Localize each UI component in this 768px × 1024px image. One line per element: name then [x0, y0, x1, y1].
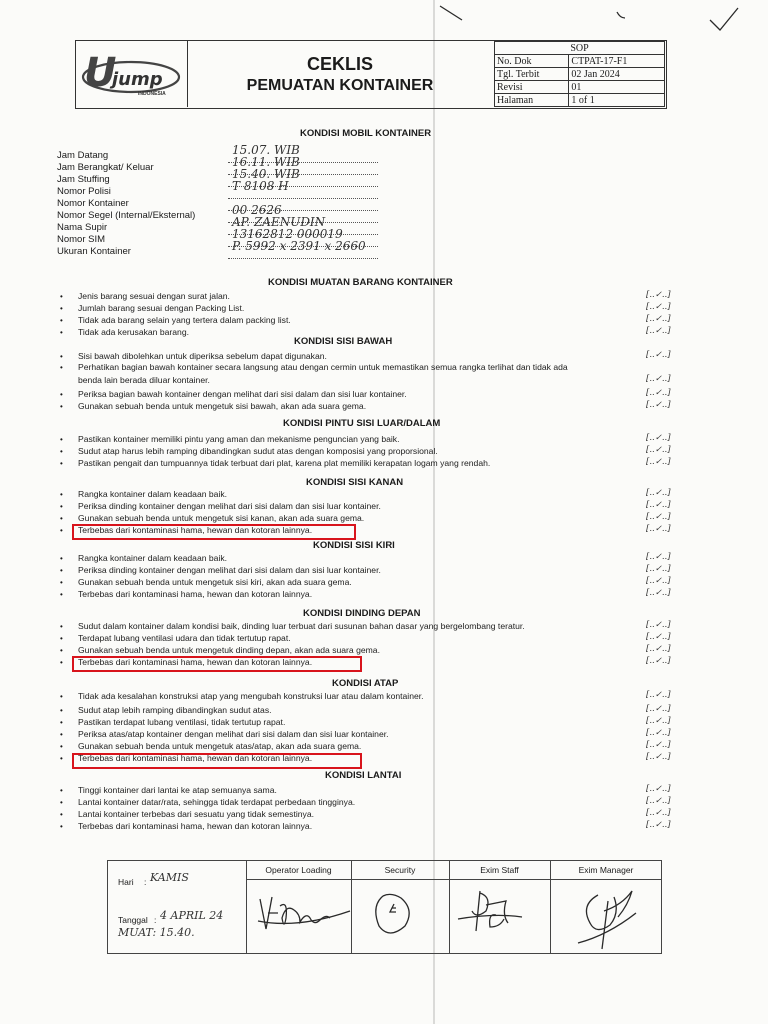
section-title: KONDISI DINDING DEPAN — [303, 608, 421, 619]
checklist-item: Gunakan sebuah benda untuk mengetuk sisi bawah, akan ada suara gema. — [78, 401, 367, 411]
checklist-item: Pastikan pengait dan tumpuannya tidak terbuat dari plat, karena plat memiliki kerapatan logam yang rendah. — [78, 458, 491, 468]
checklist-item: Pastikan terdapat lubang ventilasi, tidak tertutup rapat. — [78, 717, 286, 727]
day-label: Hari — [118, 877, 134, 887]
bullet-icon: • — [60, 730, 63, 739]
bullet-icon: • — [60, 646, 63, 655]
check-mark: [..✓..] — [646, 524, 671, 534]
bullet-icon: • — [60, 459, 63, 468]
checklist-item: Sudut atap lebih ramping dibandingkan sudut atas. — [78, 705, 272, 715]
check-mark: [..✓..] — [646, 704, 671, 714]
checklist-item: Gunakan sebuah benda untuk mengetuk atas/atap, akan ada suara gema. — [78, 741, 362, 751]
field-label: Jam Stuffing — [57, 174, 110, 185]
section-title: KONDISI MUATAN BARANG KONTAINER — [268, 277, 453, 288]
col-exim-manager: Exim Manager — [578, 865, 634, 875]
document-title — [187, 41, 493, 107]
field-value: 15.40. WIB — [232, 167, 300, 181]
check-mark: [..✓..] — [646, 400, 671, 410]
col-security: Security — [384, 865, 416, 875]
doc-no-label: No. Dok — [495, 55, 569, 68]
field-label: Nomor Segel (Internal/Eksternal) — [57, 210, 196, 221]
check-mark: [..✓..] — [646, 752, 671, 762]
checklist-item: Gunakan sebuah benda untuk mengetuk dinding depan, akan ada suara gema. — [78, 645, 380, 655]
checklist-item: Jumlah barang sesuai dengan Packing List. — [78, 303, 245, 313]
doc-no: CTPAT-17-F1 — [569, 55, 665, 68]
checklist-item: Terbebas dari kontaminasi hama, hewan dan kotoran lainnya. — [78, 525, 313, 535]
field-label: Nama Supir — [57, 222, 108, 233]
highlight-box — [72, 753, 362, 769]
load-time-value: MUAT: 15.40. — [118, 926, 195, 939]
revision: 01 — [569, 81, 665, 94]
col-operator-loading: Operator Loading — [265, 865, 332, 875]
field-label: Nomor SIM — [57, 234, 106, 245]
document-info-table — [494, 41, 665, 107]
section-title: KONDISI ATAP — [332, 678, 399, 689]
bullet-icon: • — [60, 447, 63, 456]
bullet-icon: • — [60, 390, 63, 399]
page-number: 1 of 1 — [569, 94, 665, 107]
checklist-item: Terbebas dari kontaminasi hama, hewan dan kotoran lainnya. — [78, 753, 313, 763]
title-line-1: CEKLIS — [306, 54, 373, 74]
checklist-item: Gunakan sebuah benda untuk mengetuk sisi kanan, akan ada suara gema. — [78, 513, 365, 523]
checklist-item: Terbebas dari kontaminasi hama, hewan dan kotoran lainnya. — [78, 657, 313, 667]
check-mark: [..✓..] — [646, 820, 671, 830]
bullet-icon: • — [60, 402, 63, 411]
bullet-icon: • — [60, 435, 63, 444]
checklist-item: Rangka kontainer dalam keadaan baik. — [78, 489, 228, 499]
vehicle-section-title: KONDISI MOBIL KONTAINER — [300, 128, 432, 139]
bullet-icon: • — [60, 658, 63, 667]
checklist-item: Jenis barang sesuai dengan surat jalan. — [78, 291, 230, 301]
bullet-icon: • — [60, 622, 63, 631]
field-label: Nomor Kontainer — [57, 198, 129, 209]
bullet-icon: • — [60, 363, 63, 372]
field-value: 13162812 000019 — [232, 227, 343, 241]
bullet-icon: • — [60, 822, 63, 831]
check-mark: [..✓..] — [646, 620, 671, 630]
issued-label: Tgl. Terbit — [495, 68, 569, 81]
check-mark: [..✓..] — [646, 656, 671, 666]
bullet-icon: • — [60, 590, 63, 599]
field-value: 00 2626 — [232, 203, 282, 217]
checklist-item: Sudut dalam kontainer dalam kondisi baik, dinding luar terbuat dari susunan bahan dasar yang bergelombang teratur. — [78, 621, 525, 631]
check-mark: [..✓..] — [646, 388, 671, 398]
checklist-item: Periksa bagian bawah kontainer dengan melihat dari sisi dalam dan sisi luar kontainer. — [78, 389, 407, 399]
field-label: Jam Berangkat/ Keluar — [57, 162, 154, 173]
bullet-icon: • — [60, 742, 63, 751]
checklist-item: benda lain berada diluar kontainer. — [78, 375, 210, 385]
section-title: KONDISI SISI KANAN — [306, 477, 404, 488]
checklist-item: Periksa atas/atap kontainer dengan melihat dari sisi dalam dan sisi luar kontainer. — [78, 729, 389, 739]
field-label: Ukuran Kontainer — [57, 246, 131, 257]
check-mark: [..✓..] — [646, 740, 671, 750]
checklist-item: Terdapat lubang ventilasi udara dan tidak tertutup rapat. — [78, 633, 291, 643]
bullet-icon: • — [60, 692, 63, 701]
check-mark: [..✓..] — [646, 716, 671, 726]
check-mark: [..✓..] — [646, 350, 671, 360]
checklist-item: Lantai kontainer datar/rata, sehingga tidak terdapat perbedaan tingginya. — [78, 797, 356, 807]
field-value: 16.11. WIB — [232, 155, 300, 169]
check-mark: [..✓..] — [646, 314, 671, 324]
bullet-icon: • — [60, 554, 63, 563]
bullet-icon: • — [60, 798, 63, 807]
check-mark: [..✓..] — [646, 512, 671, 522]
field-dotted-line — [228, 257, 378, 259]
check-mark: [..✓..] — [646, 632, 671, 642]
section-title: KONDISI PINTU SISI LUAR/DALAM — [283, 418, 441, 429]
check-mark: [..✓..] — [646, 457, 671, 467]
bullet-icon: • — [60, 292, 63, 301]
check-mark: [..✓..] — [646, 445, 671, 455]
company-logo: U jump INDONESIA — [76, 41, 188, 107]
document-header — [75, 40, 667, 109]
check-mark: [..✓..] — [646, 690, 671, 700]
section-title: KONDISI SISI KIRI — [313, 540, 395, 551]
checklist-item: Gunakan sebuah benda untuk mengetuk sisi kiri, akan ada suara gema. — [78, 577, 352, 587]
checklist-item: Periksa dinding kontainer dengan melihat dari sisi dalam dan sisi luar kontainer. — [78, 501, 381, 511]
field-dotted-line — [228, 197, 378, 199]
checklist-item: Terbebas dari kontaminasi hama, hewan dan kotoran lainnya. — [78, 589, 313, 599]
day-value: KAMIS — [150, 871, 189, 884]
check-mark: [..✓..] — [646, 728, 671, 738]
checklist-item: Tidak ada barang selain yang tertera dalam packing list. — [78, 315, 291, 325]
check-mark: [..✓..] — [646, 488, 671, 498]
checklist-item: Sisi bawah dibolehkan untuk diperiksa sebelum dapat digunakan. — [78, 351, 327, 361]
field-value: AP. ZAENUDIN — [232, 215, 326, 229]
checklist-item: Rangka kontainer dalam keadaan baik. — [78, 553, 228, 563]
field-value: T 8108 H — [232, 179, 289, 193]
bullet-icon: • — [60, 706, 63, 715]
bullet-icon: • — [60, 514, 63, 523]
date-value: 4 APRIL 24 — [160, 909, 224, 922]
bullet-icon: • — [60, 352, 63, 361]
check-mark: [..✓..] — [646, 302, 671, 312]
checklist-item: Tidak ada kerusakan barang. — [78, 327, 189, 337]
field-label: Jam Datang — [57, 150, 109, 161]
check-mark: [..✓..] — [646, 500, 671, 510]
date-label: Tanggal — [118, 915, 148, 925]
bullet-icon: • — [60, 502, 63, 511]
section-title: KONDISI LANTAI — [325, 770, 402, 781]
col-exim-staff: Exim Staff — [480, 865, 519, 875]
bullet-icon: • — [60, 566, 63, 575]
page-label: Halaman — [495, 94, 569, 107]
bullet-icon: • — [60, 526, 63, 535]
signature-table: Operator Loading Security Exim Staff Exim Manager Hari : KAMIS Tanggal : 4 APRIL 24 MUAT: 15.40. — [107, 860, 662, 954]
checklist-item: Tinggi kontainer dari lantai ke atap semuanya sama. — [78, 785, 277, 795]
checklist-item: Lantai kontainer terbebas dari sesuatu yang tidak semestinya. — [78, 809, 314, 819]
field-value: P. 5992 x 2391 x 2660 — [232, 239, 366, 253]
bullet-icon: • — [60, 490, 63, 499]
check-mark: [..✓..] — [646, 374, 671, 384]
bullet-icon: • — [60, 328, 63, 337]
check-mark: [..✓..] — [646, 796, 671, 806]
check-mark: [..✓..] — [646, 644, 671, 654]
issued-date: 02 Jan 2024 — [569, 68, 665, 81]
checklist-item: Pastikan kontainer memiliki pintu yang aman dan mekanisme penguncian yang baik. — [78, 434, 400, 444]
check-mark: [..✓..] — [646, 290, 671, 300]
check-mark: [..✓..] — [646, 588, 671, 598]
check-mark: [..✓..] — [646, 576, 671, 586]
checklist-item: Tidak ada kesalahan konstruksi atap yang mengubah konstruksi luar atau dalam kontainer. — [78, 691, 424, 701]
checklist-item: Periksa dinding kontainer dengan melihat dari sisi dalam dan sisi luar kontainer. — [78, 565, 381, 575]
revision-label: Revisi — [495, 81, 569, 94]
bullet-icon: • — [60, 578, 63, 587]
field-value: 15.07. WIB — [232, 143, 300, 157]
check-mark: [..✓..] — [646, 784, 671, 794]
bullet-icon: • — [60, 786, 63, 795]
bullet-icon: • — [60, 754, 63, 763]
highlight-box — [72, 656, 362, 672]
checklist-item: Perhatikan bagian bawah kontainer secara langsung atau dengan cermin untuk memastikan semua rangka terlihat dan tidak ada — [78, 362, 568, 372]
bullet-icon: • — [60, 810, 63, 819]
title-line-2: PEMUATAN KONTAINER — [246, 77, 434, 94]
section-title: KONDISI SISI BAWAH — [294, 336, 393, 347]
field-label: Nomor Polisi — [57, 186, 111, 197]
checklist-item: Terbebas dari kontaminasi hama, hewan dan kotoran lainnya. — [78, 821, 313, 831]
check-mark: [..✓..] — [646, 433, 671, 443]
bullet-icon: • — [60, 316, 63, 325]
bullet-icon: • — [60, 718, 63, 727]
bullet-icon: • — [60, 634, 63, 643]
signatures — [108, 861, 663, 955]
highlight-box — [72, 524, 356, 540]
sop-label: SOP — [495, 42, 665, 55]
check-mark: [..✓..] — [646, 564, 671, 574]
check-mark: [..✓..] — [646, 326, 671, 336]
check-mark: [..✓..] — [646, 552, 671, 562]
check-mark: [..✓..] — [646, 808, 671, 818]
bullet-icon: • — [60, 304, 63, 313]
checklist-item: Sudut atap harus lebih ramping dibandingkan sudut atas dengan komposisi yang proporsional. — [78, 446, 438, 456]
